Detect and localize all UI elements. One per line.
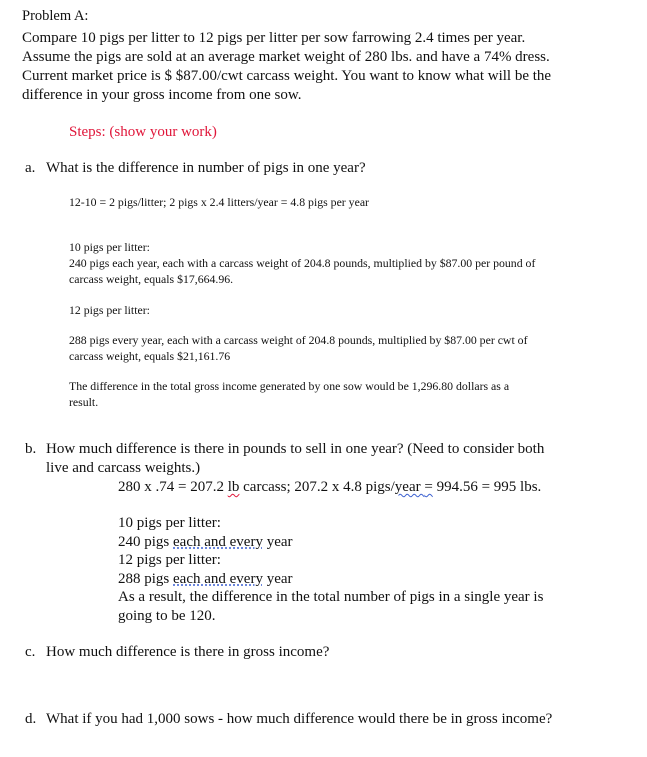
question-a-text: What is the difference in number of pigs in one year? [46, 160, 366, 176]
question-c-text: How much difference is there in gross income? [46, 644, 330, 660]
answer-a-calc: 12-10 = 2 pigs/litter; 2 pigs x 2.4 litters/year = 4.8 pigs per year [69, 195, 369, 209]
steps-label: Steps: (show your work) [69, 124, 217, 140]
answer-b-line4-each: each and every [173, 571, 263, 587]
answer-b-line3: 12 pigs per litter: [118, 552, 221, 568]
question-a-letter: a. [25, 160, 36, 176]
question-d-text: What if you had 1,000 sows - how much difference would there be in gross income? [46, 711, 553, 727]
question-b-line2: live and carcass weights.) [46, 460, 201, 476]
answer-a-block1-line2: carcass weight, equals $17,664.96. [69, 272, 234, 286]
answer-b-line4 [118, 570, 293, 588]
answer-b-calc-lb: lb [227, 479, 240, 495]
answer-b-line2-pre: 240 pigs [118, 534, 174, 550]
answer-b-calc-eq: = [424, 479, 433, 495]
intro-line-4: difference in your gross income from one sow. [22, 87, 302, 103]
answer-a-block4-line1: The difference in the total gross income generated by one sow would be 1,296.80 dollars as a [69, 379, 510, 393]
intro-line-3: Current market price is $ $87.00/cwt carcass weight. You want to know what will be the [22, 68, 552, 84]
answer-b-line4-pre: 288 pigs [118, 571, 174, 587]
answer-a-block3-line1: 288 pigs every year, each with a carcass weight of 204.8 pounds, multiplied by $87.00 per cwt of [69, 333, 528, 347]
question-b-line1: How much difference is there in pounds to sell in one year? (Need to consider both [46, 441, 545, 457]
answer-a-block1-line1: 240 pigs each year, each with a carcass weight of 204.8 pounds, multiplied by $87.00 per pound of [69, 256, 536, 270]
answer-a-block3-line2: carcass weight, equals $21,161.76 [69, 349, 231, 363]
answer-a-block4-line2: result. [69, 395, 99, 409]
problem-title: Problem A: [22, 8, 89, 24]
answer-b-line2-each: each and every [173, 534, 263, 550]
answer-b-calc-post: 994.56 = 995 lbs. [432, 479, 542, 495]
question-b-letter: b. [25, 441, 37, 457]
intro-line-2: Assume the pigs are sold at an average market weight of 280 lbs. and have a 74% dress. [22, 49, 550, 65]
answer-b-calc-year: year [394, 479, 425, 495]
answer-a-block1-head: 10 pigs per litter: [69, 240, 150, 254]
answer-b-line2 [118, 533, 293, 551]
answer-b-calc [118, 478, 541, 496]
answer-b-line2-post: year [262, 534, 293, 550]
answer-b-calc-mid: carcass; 207.2 x 4.8 pigs/ [239, 479, 395, 495]
answer-b-line1: 10 pigs per litter: [118, 515, 221, 531]
intro-line-1: Compare 10 pigs per litter to 12 pigs per litter per sow farrowing 2.4 times per year. [22, 30, 526, 46]
answer-b-line5: As a result, the difference in the total number of pigs in a single year is [118, 589, 544, 605]
question-c-letter: c. [25, 644, 36, 660]
answer-b-calc-pre: 280 x .74 = 207.2 [118, 479, 228, 495]
question-d-letter: d. [25, 711, 37, 727]
answer-b-line6: going to be 120. [118, 608, 216, 624]
answer-b-line4-post: year [262, 571, 293, 587]
answer-a-block2-head: 12 pigs per litter: [69, 303, 150, 317]
